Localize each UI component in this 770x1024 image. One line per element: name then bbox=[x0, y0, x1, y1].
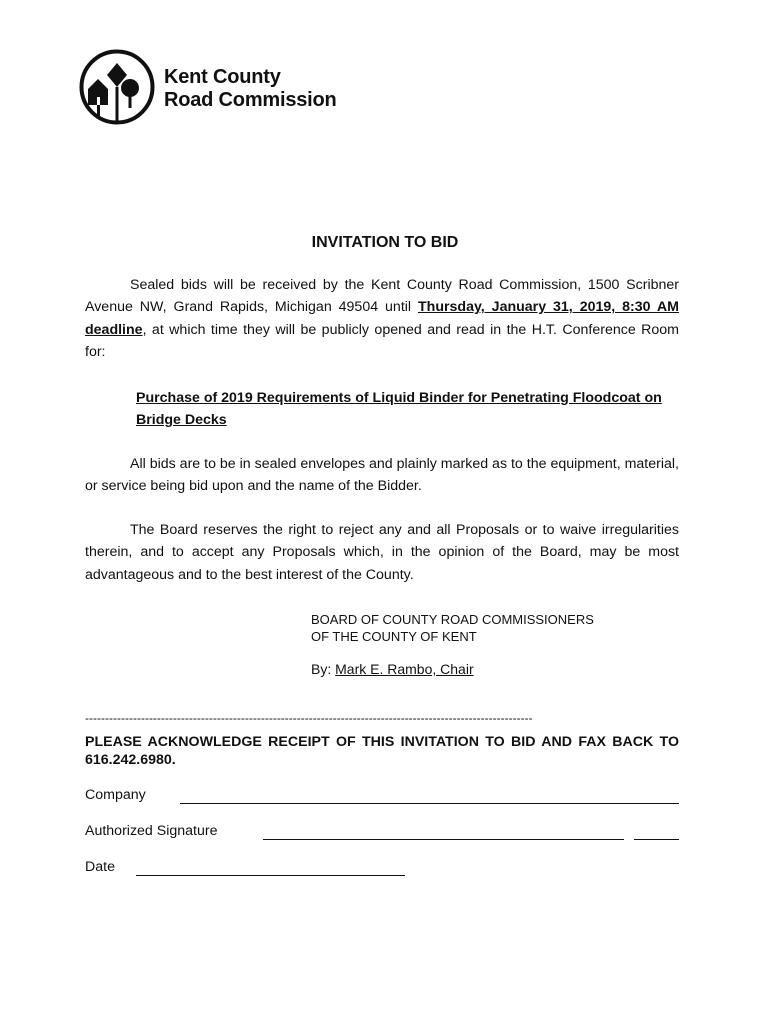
paragraph-bid-notice bbox=[85, 274, 679, 363]
signatory bbox=[311, 661, 474, 677]
signature-label: Authorized Signature bbox=[85, 823, 218, 839]
board-block bbox=[311, 611, 594, 645]
by-label: By: bbox=[311, 661, 336, 677]
paragraph-board-rights bbox=[85, 519, 679, 586]
notice-text-a: Sealed bids will be received by the Kent County Road Commission, 1500 Scribner Avenue NW, Grand Rapids, Michigan 49504 until bbox=[85, 277, 679, 316]
company-line[interactable] bbox=[180, 803, 679, 804]
envelopes-text: All bids are to be in sealed envelopes and plainly marked as to the equipment, material, or service being bid upon and the name of the Bidder. bbox=[85, 456, 679, 495]
date-label: Date bbox=[85, 859, 115, 875]
signature-line[interactable] bbox=[263, 839, 624, 840]
notice-text-b: , at which time they will be publicly opened and read in the H.T. Conference Room for: bbox=[85, 321, 679, 360]
kcrc-logo-icon bbox=[79, 49, 155, 125]
bid-item-title: Purchase of 2019 Requirements of Liquid Binder for Penetrating Floodcoat on Bridge Decks bbox=[136, 390, 662, 429]
organization-name bbox=[164, 66, 337, 112]
date-line[interactable] bbox=[136, 875, 405, 876]
cut-line: ---------------------------------------------------------------------------------------------------------------- bbox=[85, 711, 533, 725]
document-title: INVITATION TO BID bbox=[311, 234, 459, 251]
signatory-name: Mark E. Rambo, Chair bbox=[335, 661, 474, 677]
board-line-2: OF THE COUNTY OF KENT bbox=[311, 629, 477, 644]
bid-deadline: Thursday, January 31, 2019, 8:30 AM deadline bbox=[85, 299, 679, 338]
board-rights-text: The Board reserves the right to reject any and all Proposals or to waive irregularities therein, and to accept any Proposals which, in the opinion of the Board, may be most advantageous and to the best interest of the County. bbox=[85, 522, 679, 583]
acknowledgment-text: PLEASE ACKNOWLEDGE RECEIPT OF THIS INVITATION TO BID AND FAX BACK TO 616.242.6980. bbox=[85, 734, 679, 768]
board-line-1: BOARD OF COUNTY ROAD COMMISSIONERS bbox=[311, 612, 594, 627]
org-line-2: Road Commission bbox=[164, 89, 337, 111]
signature-line-extra[interactable] bbox=[634, 839, 679, 840]
org-line-1: Kent County bbox=[164, 66, 281, 88]
paragraph-envelopes bbox=[85, 453, 679, 498]
company-label: Company bbox=[85, 787, 146, 803]
